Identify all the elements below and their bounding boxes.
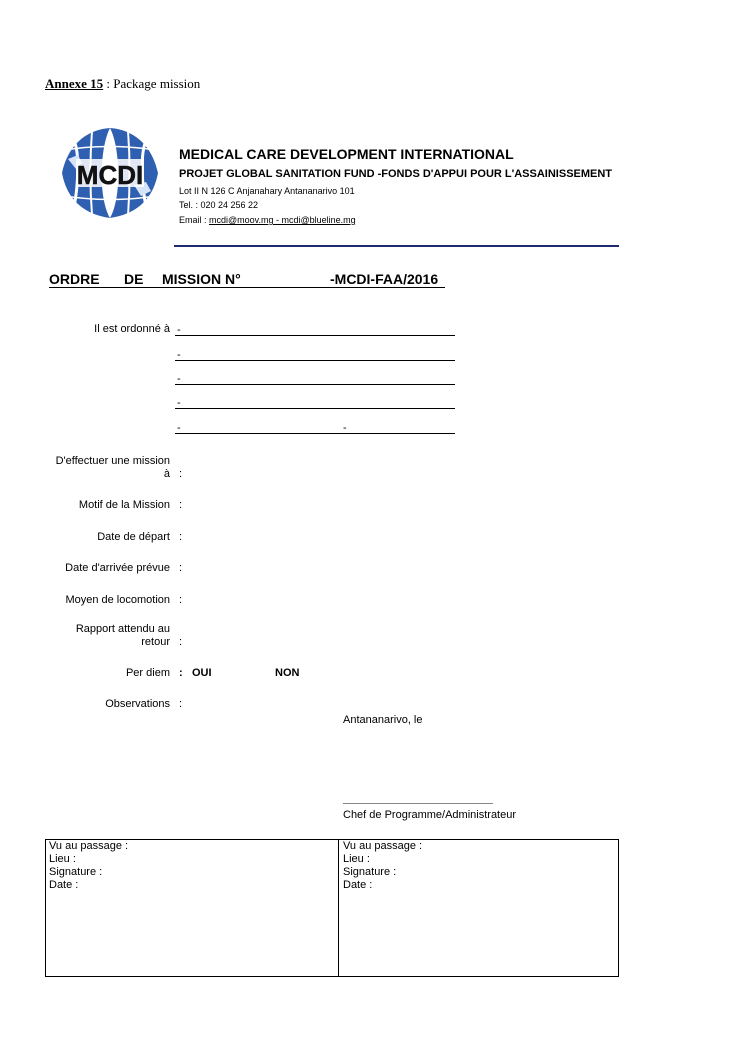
ordonne-dash-4: -: [177, 397, 181, 409]
mcdi-logo: [60, 127, 160, 219]
ordonne-dash-2: -: [177, 349, 181, 361]
visa-left-date: Date :: [49, 879, 79, 891]
title-reference: -MCDI-FAA/2016: [330, 271, 439, 287]
logo-text: MCDI: [76, 160, 144, 190]
address: Lot II N 126 C Anjanahary Antananarivo 101: [179, 186, 355, 196]
ordonne-dash-6: -: [343, 422, 347, 434]
visa-right-date: Date :: [343, 879, 373, 891]
visa-left-passage: Vu au passage :: [49, 840, 129, 852]
header-divider: [174, 245, 619, 247]
ordonne-label: Il est ordonné à: [94, 323, 170, 335]
ordonne-line-1[interactable]: [175, 335, 455, 336]
project-name: PROJET GLOBAL SANITATION FUND -FONDS D'APPUI POUR L'ASSAINISSEMENT: [179, 168, 613, 180]
visa-table: [45, 839, 619, 977]
perdiem-colon: :: [179, 667, 183, 679]
visa-right-signature: Signature :: [343, 866, 397, 878]
globe-logo-icon: [60, 127, 160, 219]
ordonne-dash-3: -: [177, 373, 181, 385]
ordonne-line-2[interactable]: [175, 360, 455, 361]
mission-label-line2: à: [163, 468, 170, 480]
visa-left-cell: [49, 840, 128, 892]
rapport-label-line2: retour: [141, 636, 170, 648]
visa-right-lieu: Lieu :: [343, 853, 370, 865]
ordonne-line-3[interactable]: [175, 384, 455, 385]
depart-label: Date de départ: [97, 531, 170, 543]
mission-label-line1: D'effectuer une mission: [55, 455, 170, 467]
ordonne-line-5[interactable]: [175, 433, 455, 434]
observations-label: Observations: [105, 698, 170, 710]
signature-role: Chef de Programme/Administrateur: [343, 809, 517, 821]
mission-colon: :: [179, 468, 183, 480]
rapport-label-line1: Rapport attendu au: [75, 623, 170, 635]
observations-colon: :: [179, 698, 183, 710]
motif-label: Motif de la Mission: [78, 499, 170, 511]
rapport-colon: :: [179, 636, 183, 648]
annexe-line: [45, 76, 200, 92]
rapport-label: [45, 623, 170, 649]
ordonne-line-4[interactable]: [175, 408, 455, 409]
visa-right-cell: [343, 840, 422, 892]
mission-label: [45, 455, 170, 481]
annexe-text: Package mission: [113, 76, 201, 91]
visa-right-passage: Vu au passage :: [343, 840, 423, 852]
email-line: [179, 215, 356, 225]
arrivee-label: Date d'arrivée prévue: [65, 562, 170, 574]
email-link[interactable]: mcdi@moov.mg - mcdi@blueline.mg: [209, 215, 356, 225]
email-prefix: Email :: [179, 215, 210, 225]
visa-left-lieu: Lieu :: [49, 853, 76, 865]
perdiem-label: Per diem: [125, 667, 170, 679]
perdiem-oui-option[interactable]: OUI: [192, 667, 212, 679]
arrivee-colon: :: [179, 562, 183, 574]
annexe-label: Annexe 15: [45, 76, 104, 91]
depart-colon: :: [179, 531, 183, 543]
annexe-separator: :: [103, 76, 114, 91]
visa-left-signature: Signature :: [49, 866, 103, 878]
telephone: Tel. : 020 24 256 22: [179, 200, 259, 210]
ordonne-dash-1: -: [177, 324, 181, 336]
signature-line: [343, 803, 493, 804]
signature-place: Antananarivo, le: [343, 714, 423, 726]
visa-table-divider: [338, 839, 339, 977]
title-word-ordre: ORDRE: [49, 271, 100, 287]
title-underline: [49, 287, 445, 288]
title-word-mission: MISSION N°: [162, 271, 241, 287]
locomotion-colon: :: [179, 594, 183, 606]
title-word-de: DE: [124, 271, 144, 287]
org-name: MEDICAL CARE DEVELOPMENT INTERNATIONAL: [179, 146, 514, 162]
ordonne-dash-5: -: [177, 422, 181, 434]
perdiem-non-option[interactable]: NON: [275, 667, 300, 679]
locomotion-label: Moyen de locomotion: [65, 594, 170, 606]
motif-colon: :: [179, 499, 183, 511]
